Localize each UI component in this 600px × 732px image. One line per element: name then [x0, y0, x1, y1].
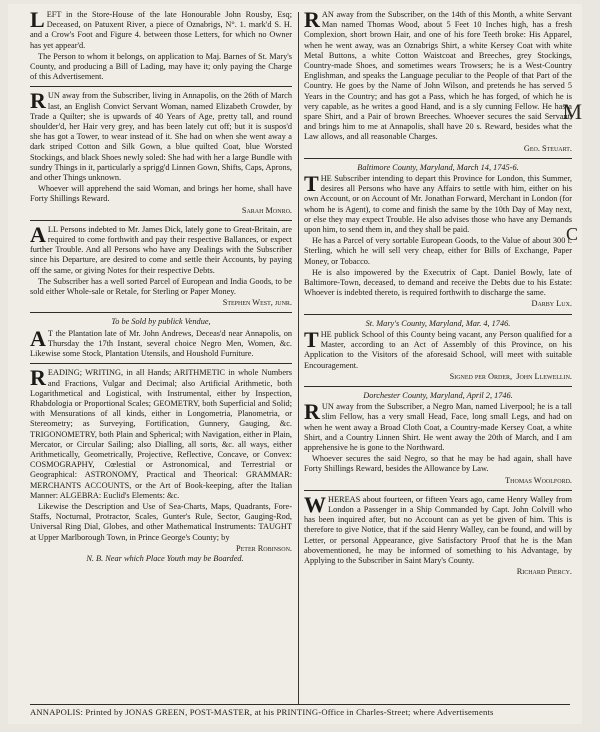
nota-bene: N. B. Near which Place Youth may be Boarded.	[86, 553, 244, 563]
drop-cap: R	[304, 399, 320, 425]
signature: John Llewellin.	[516, 371, 572, 381]
drop-cap: R	[30, 88, 46, 114]
advert-text: UN away from the Subscriber, living in Annapolis, on the 26th of March last, an English Convict Servant Woman, named Elizabeth Crowder, by Trade a Quilter; she is upwards of 40 Years of Age, pretty tall, and round shoulder'd, her Hair very grey, and has been lately cut off; but it is suspos'd she has got a Tower, to wear instead of it. She had on when she went away a dark striped Cotton and Silk Gown, a blue quilted Coat, blue Worsted Stockings, and black Shoes newly soled: She had with her a large Bundle with sundry Things in it, particularly a sprigg'd Linnen Gown, Shifts, Caps, Aprons, and other Things unknown.	[30, 91, 292, 183]
advert-text: HE Subscriber intending to depart this Province for London, this Summer, desires all Persons who have any Affairs to settle with him, either on his own Account, or on Account of Mr. Jonathan Forward, Merchant in London (for whom he is Agent), to come and finish the same by the 10th Day of May next, or else they may expect Trouble. He also advises those who have any Demands upon him, to send them in, and they shall be paid.	[304, 174, 572, 235]
dateline: Baltimore County, Maryland, March 14, 1745-6.	[357, 162, 519, 172]
column-divider	[298, 12, 299, 704]
advert-heading: To be Sold by publick Vendue,	[111, 317, 211, 327]
divider	[30, 86, 292, 87]
advert-text: HEREAS about fourteen, or fifteen Years ago, came Henry Walley from London a Passenger in a Ship Commanded by Capt. John Colvill who has been inquired after, but no Account can as yet be given of him. This is therefore to give Notice, that if the said Henry Walley, can be found, and will by Letter, or personal Appearance, give Satisfactory Proof that he is the Man abovementioned, he may be informed of something to his Advantage, by Applying to the Subscriber in Saint Mary's County.	[304, 494, 572, 565]
advert-text: LL Persons indebted to Mr. James Dick, lately gone to Great-Britain, are required to come forthwith and pay their respective Ballances, or expect further Trouble. And all Persons who have any Dealings with the Subscriber since his Departure, are desired to come and settle their Accounts, by paying off the same, or giving Notes for their respective Debts.	[30, 224, 292, 275]
advert-text: T the Plantation late of Mr. John Andrews, Deceas'd near Annapolis, on Thursday the 17th Instant, several choice Negro Men, Women, &c. Likewise some Stock, Plantation Utensils, and Houshold Furniture.	[30, 328, 292, 359]
newspaper-page	[8, 4, 582, 724]
divider	[304, 314, 572, 315]
drop-cap: A	[30, 221, 46, 247]
advert-vendue	[30, 317, 292, 359]
advert-dorchester	[304, 391, 572, 486]
signature: Sarah Monro.	[241, 205, 292, 215]
divider	[304, 386, 572, 387]
signature-lead: Signed per Order,	[449, 371, 513, 381]
drop-cap: R	[30, 365, 46, 391]
drop-cap: W	[304, 491, 326, 517]
advert-text: He is also impowered by the Executrix of Capt. Daniel Bowly, late of Baltimore-Town, deceased, to demand and receive the Debts due to his Estate: Whoever is indebted thereto, is required forthwith to discharge the same.	[304, 267, 572, 298]
drop-cap: T	[304, 171, 319, 197]
divider	[30, 363, 292, 364]
signature: Geo. Steuart.	[523, 143, 572, 153]
advert-james-dick	[30, 221, 292, 309]
drop-cap: L	[30, 7, 45, 32]
divider	[30, 220, 292, 221]
right-column	[304, 7, 572, 577]
dateline: Dorchester County, Maryland, April 2, 1746.	[363, 390, 513, 400]
advert-store-house	[30, 7, 292, 82]
advert-text: AN away from the Subscriber, on the 14th of this Month, a white Servant Man named Thomas Wood, about 5 Feet 10 Inches high, has a fresh Complexion, short brown Hair, and one of his fore Teeth broke: His Apparel, when he went away, was an Oznabrigs Shirt, a white Kersey Coat with white Metal Buttons, a white Cotton Waistcoat and Breeches, grey Stockings, Country-made Shoes, and sometimes wears Trowsers; he is a West-Country Englishman, and speaks the Language peculiar to the People of that Part of the Country. He goes by the Name of John Wilson, and pretends he has served 5 Years in the Country; and has got a Pass, which he has forged, of which he is very capable, as he writes a good Hand, and is a sly cunning Fellow. He has a spare Shirt, and a Pair of brown Breeches. Whoever secures the said Servant, and brings him to me at Annapolis, shall have 20 s. Reward, besides what the Law allows, and all reasonable Charges.	[304, 10, 572, 142]
advert-st-marys-school	[304, 319, 572, 382]
signature: Richard Piercy.	[516, 567, 572, 577]
advert-text: The Subscriber has a well sorted Parcel of European and India Goods, to be sold either Whole-sale or Retale, for Sterling or Paper Money.	[30, 276, 292, 297]
advert-henry-walley	[304, 491, 572, 578]
signature-line	[304, 372, 572, 382]
advert-text: He has a Parcel of very sortable European Goods, to the Value of about 300 l. Sterling, which he will sell very cheap, either for Bills of Exchange, Paper Money, or Tobacco.	[304, 236, 572, 266]
signature: Stephen West, junr.	[222, 298, 292, 308]
signature: Peter Robinson.	[236, 543, 292, 553]
adjacent-page-fragment-2: C	[565, 224, 578, 244]
advert-text: EFT in the Store-House of the late Honourable John Rousby, Esq; Deceased, on Patuxent River, a piece of Oznabrigs, N°. 1. mark'd S. H. and a Crow's Foot and Figure 4. between those Letters, for which no Owner has yet appear'd.	[30, 10, 292, 50]
signature: Darby Lux.	[531, 299, 572, 309]
divider	[30, 312, 292, 313]
divider	[304, 158, 572, 159]
advert-runaway-woman	[30, 88, 292, 215]
dateline: St. Mary's County, Maryland, Mar. 4, 1746.	[365, 318, 511, 328]
advert-text: Whoever secures the said Negro, so that he may be had again, shall have Forty Shillings Reward, besides the Allowance by Law.	[304, 454, 572, 474]
advert-text: Likewise the Description and Use of Sea-Charts, Maps, Quadrants, Fore-Staffs, Nocturnal, Protractor, Scales, Gunter's Rule, Sector, Gauging-Rod, Universal Ring Dial, Globes, and other Mathematical Instruments: TAUGHT at Upper Marlborough Town, in Prince George's County; by	[30, 501, 292, 542]
signature: Thomas Woolford.	[505, 475, 572, 485]
advert-text: Whoever will apprehend the said Woman, and brings her home, shall have Forty Shillings Reward.	[30, 184, 292, 204]
advert-thomas-wood	[304, 7, 572, 154]
advert-text: The Person to whom it belongs, on application to Maj. Barnes of St. Mary's County, and producing a Bill of Lading, may have it; only paying the Charge of this Advertisement.	[30, 51, 292, 82]
advert-text: EADING; WRITING, in all Hands; ARITHMETIC in whole Numbers and Fractions, Vulgar and Decimal; also Artificial Arithmetic, both Logarithmetical and Logistical, with Instrumental, either by Inspection, Rhabdologia or Proportional Scales; GEOMETRY, both Superficial and Solid; with Mensurations of all kinds, either in Longometria, Planometria, or Stereometry; as Surveying, Fortification, Gunnery, Gauging, &c. TRIGONOMETRY, both Plain and Spherical; with Navigation, either in Plain, Mercator, or Circular Sailing; also Dialling, all sorts, &c. all ways, either Arithmetically, Geometrically, Projective, Reflective, Concave, or Convex: COSMOGRAPHY, Cœlestial or Astronomical, and Terrestrial or Geographical: ASTRONOMY, Practical and Theorical: GRAMMAR: MERCHANTS ACCOUNTS, or the Art of Book-keeping, after the Italian Manner: ALGEBRA: Euclid's Elements: &c.	[30, 368, 292, 500]
advert-text: HE publick School of this County being vacant, any Person qualified for a Master, according to an Act of Assembly of this Province, on his Application to the Visitors of the aforesaid School, will meet with suitable Encouragement.	[304, 329, 572, 370]
printer-imprint: ANNAPOLIS: Printed by JONAS GREEN, POST-MASTER, at his PRINTING-Office in Charles-Street; where Advertisements	[30, 704, 570, 717]
advert-school-subjects	[30, 365, 292, 564]
divider	[304, 490, 572, 491]
drop-cap: T	[304, 326, 319, 352]
advert-text: UN away from the Subscriber, a Negro Man, named Liverpool; he is a tall slim Fellow, has a very small Head, Face, long small Legs, and had on when he went away a Broad Cloth Coat, a Country-made Kersey Coat, a white Shirt, and a Country Linnen Shirt. He went away the 20th of March, and I am apprehensive he is gone to the Northward.	[304, 402, 572, 452]
drop-cap: A	[30, 325, 46, 351]
left-column	[30, 7, 292, 565]
adjacent-page-fragment: M	[562, 99, 582, 124]
drop-cap: R	[304, 7, 320, 32]
advert-baltimore	[304, 163, 572, 310]
